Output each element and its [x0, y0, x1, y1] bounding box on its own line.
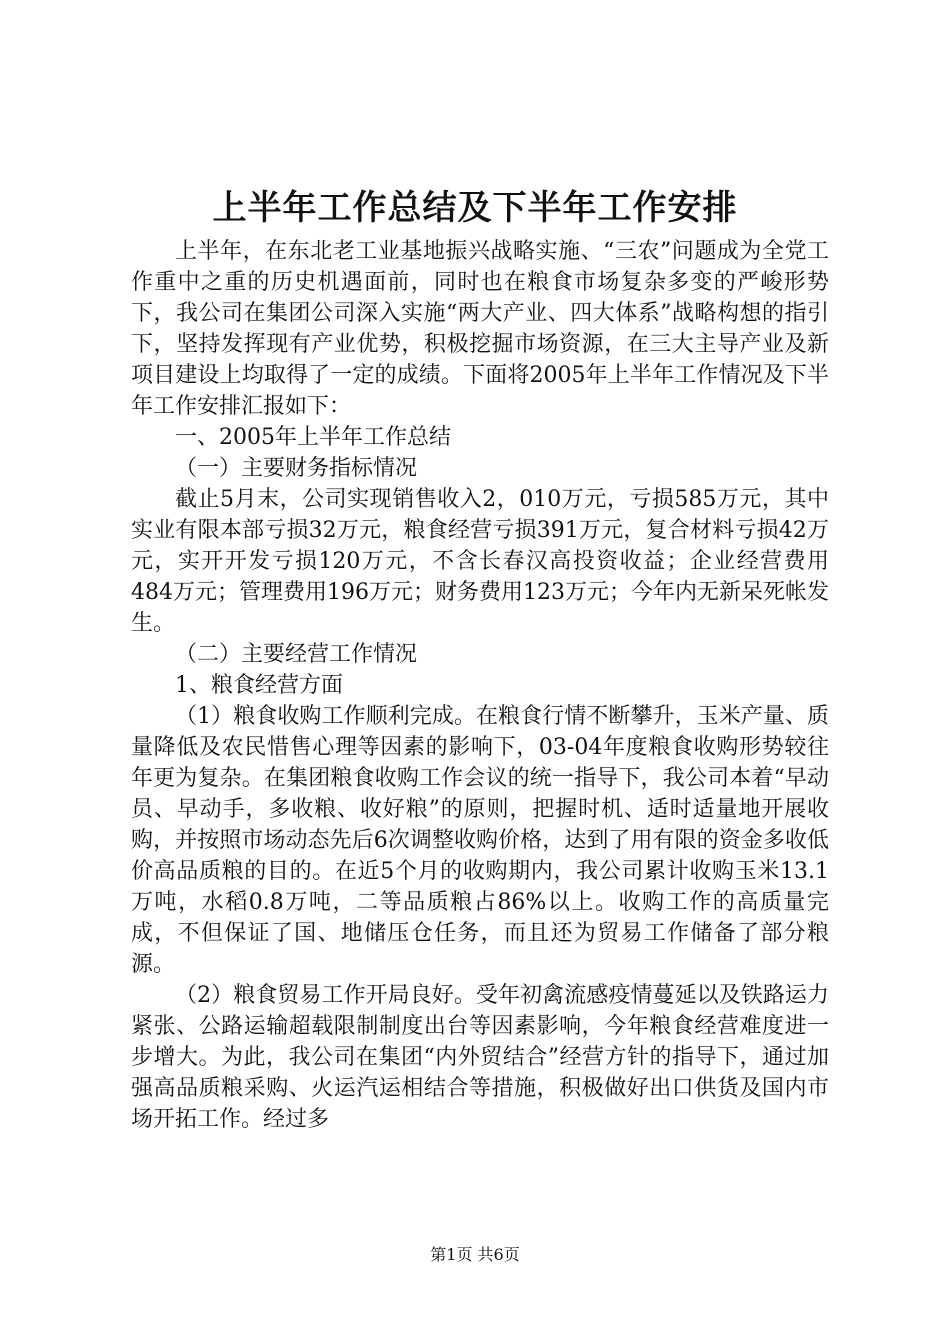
document-title: 上半年工作总结及下半年工作安排 [212, 188, 738, 228]
section-heading-1: 一、2005年上半年工作总结 [175, 425, 451, 450]
page-footer: 第1页 共6页 [430, 1245, 520, 1264]
item-heading-1: 1、粮食经营方面 [175, 673, 343, 698]
grain-purchase-paragraph: （1）粮食收购工作顺利完成。在粮食行情不断攀升，玉米产量、质量降低及农民惜售心理等因素的影响下，03-04年度粮食收购形势较往年更为复杂。在集团粮食收购工作会议的统一指导下，我公司本着“早动员、早动手，多收粮、收好粮”的原则，把握时机、适时适量地开展收购，并按照市场动态先后6次调整收购价格，达到了用有限的资金多收低价高品质粮的目的。在近5个月的收购期内，我公司累计收购玉米13.1万吨，水稻0.8万吨，二等品质粮占86%以上。收购工作的高质量完成，不但保证了国、地储压仓任务，而且还为贸易工作储备了部分粮源。 [131, 704, 829, 977]
finance-paragraph: 截止5月末，公司实现销售收入2，010万元，亏损585万元，其中实业有限本部亏损32万元，粮食经营亏损391万元，复合材料亏损42万元，实开开发亏损120万元，不含长春汉高投资收益；企业经营费用484万元；管理费用196万元；财务费用123万元；今年内无新呆死帐发生。 [131, 487, 829, 636]
grain-trade-paragraph: （2）粮食贸易工作开局良好。受年初禽流感疫情蔓延以及铁路运力紧张、公路运输超载限制制度出台等因素影响，今年粮食经营难度进一步增大。为此，我公司在集团“内外贸结合”经营方针的指导下，通过加强高品质粮采购、火运汽运相结合等措施，积极做好出口供货及国内市场开拓工作。经过多 [131, 983, 829, 1132]
document-body [131, 236, 829, 1135]
subsection-heading-2: （二）主要经营工作情况 [175, 642, 418, 667]
intro-paragraph: 上半年，在东北老工业基地振兴战略实施、“三农”问题成为全党工作重中之重的历史机遇面前，同时也在粮食市场复杂多变的严峻形势下，我公司在集团公司深入实施“两大产业、四大体系”战略构想的指引下，坚持发挥现有产业优势，积极挖掘市场资源，在三大主导产业及新项目建设上均取得了一定的成绩。下面将2005年上半年工作情况及下半年工作安排汇报如下： [131, 239, 829, 419]
subsection-heading-1: （一）主要财务指标情况 [175, 456, 418, 481]
